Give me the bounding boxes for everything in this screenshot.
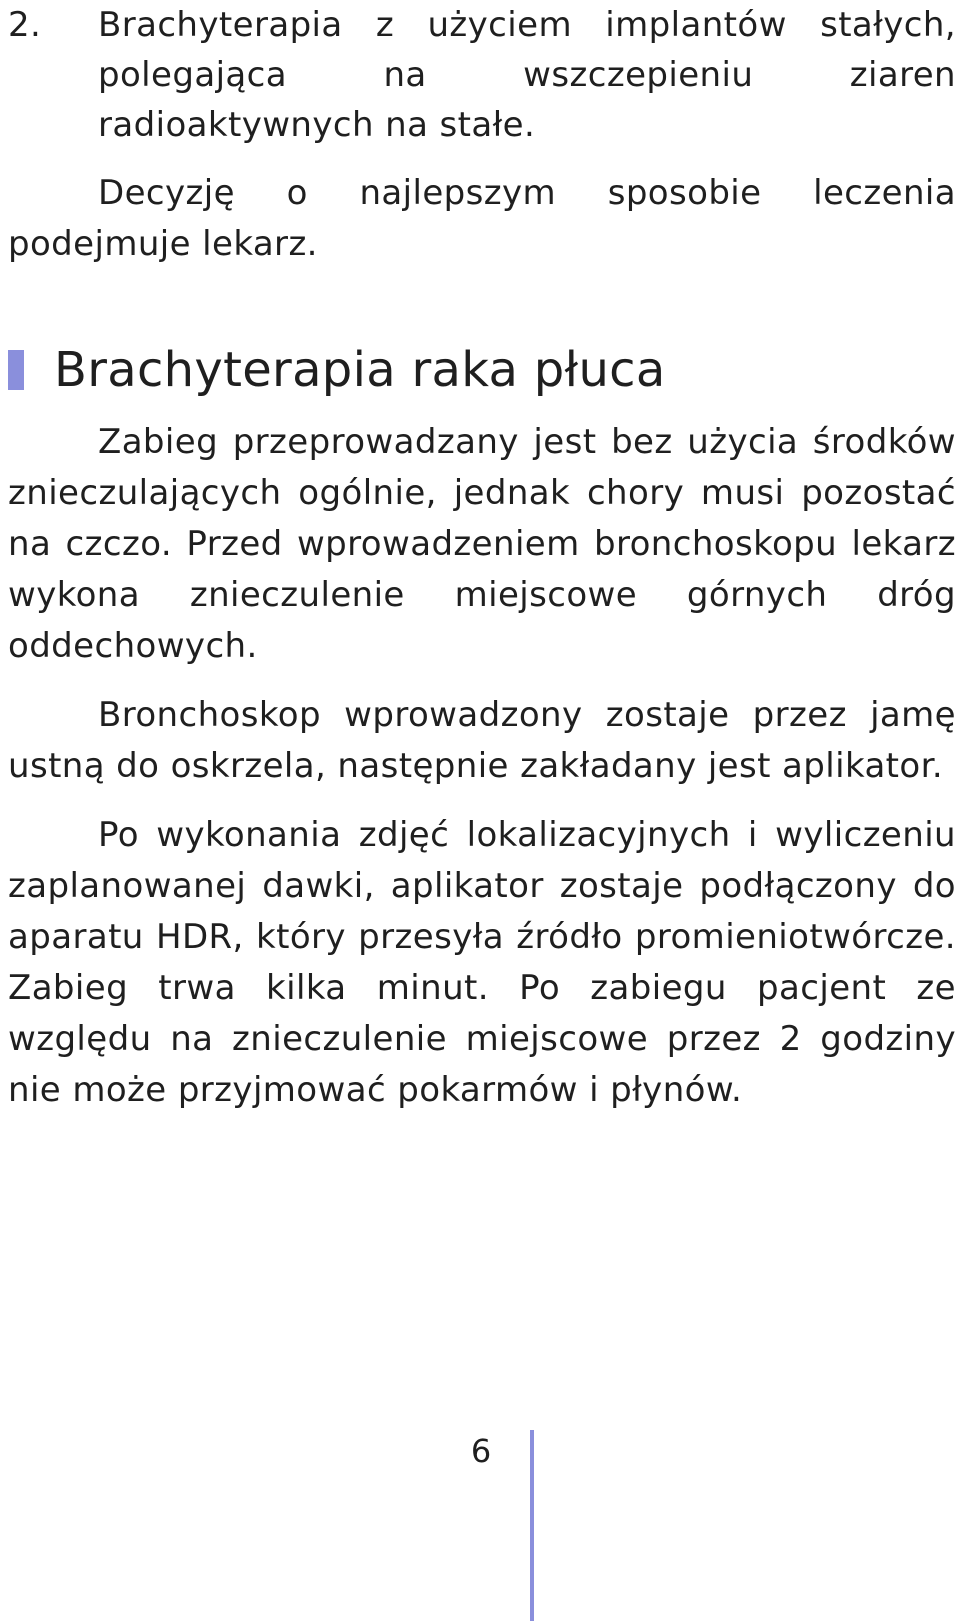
paragraph-1: Zabieg przeprowadzany jest bez użycia środków znieczulających ogólnie, jednak chory musi pozostać na czczo. Przed wprowadzeniem bronchoskopu lekarz wykona znieczulenie miejscowe górnych dróg oddechowych. (8, 422, 956, 666)
paragraph-decision: Decyzję o najlepszym sposobie leczenia podejmuje lekarz. (8, 173, 956, 264)
list-item-text: Brachyterapia z użyciem implantów stałych, polegająca na wszczepieniu ziaren radioaktywnych na stałe. (98, 5, 956, 145)
section-heading (8, 340, 666, 400)
list-section (8, 0, 956, 270)
list-item-2 (8, 0, 956, 150)
paragraph-2: Bronchoskop wprowadzony zostaje przez jamę ustną do oskrzela, następnie zakładany jest aplikator. (8, 695, 956, 786)
page-number: 6 (470, 1432, 492, 1470)
page-number-rule (530, 1430, 534, 1621)
heading-title: Brachyterapia raka płuca (54, 342, 666, 398)
paragraph-3: Po wykonania zdjęć lokalizacyjnych i wyliczeniu zaplanowanej dawki, aplikator zostaje podłączony do aparatu HDR, który przesyła źródło promieniotwórcze. Zabieg trwa kilka minut. Po zabiegu pacjent ze względu na znieczulenie miejscowe przez 2 godziny nie może przyjmować pokarmów i płynów. (8, 815, 956, 1110)
heading-accent-bar (8, 350, 24, 390)
section-body (8, 417, 956, 1116)
list-number: 2. (8, 5, 42, 45)
